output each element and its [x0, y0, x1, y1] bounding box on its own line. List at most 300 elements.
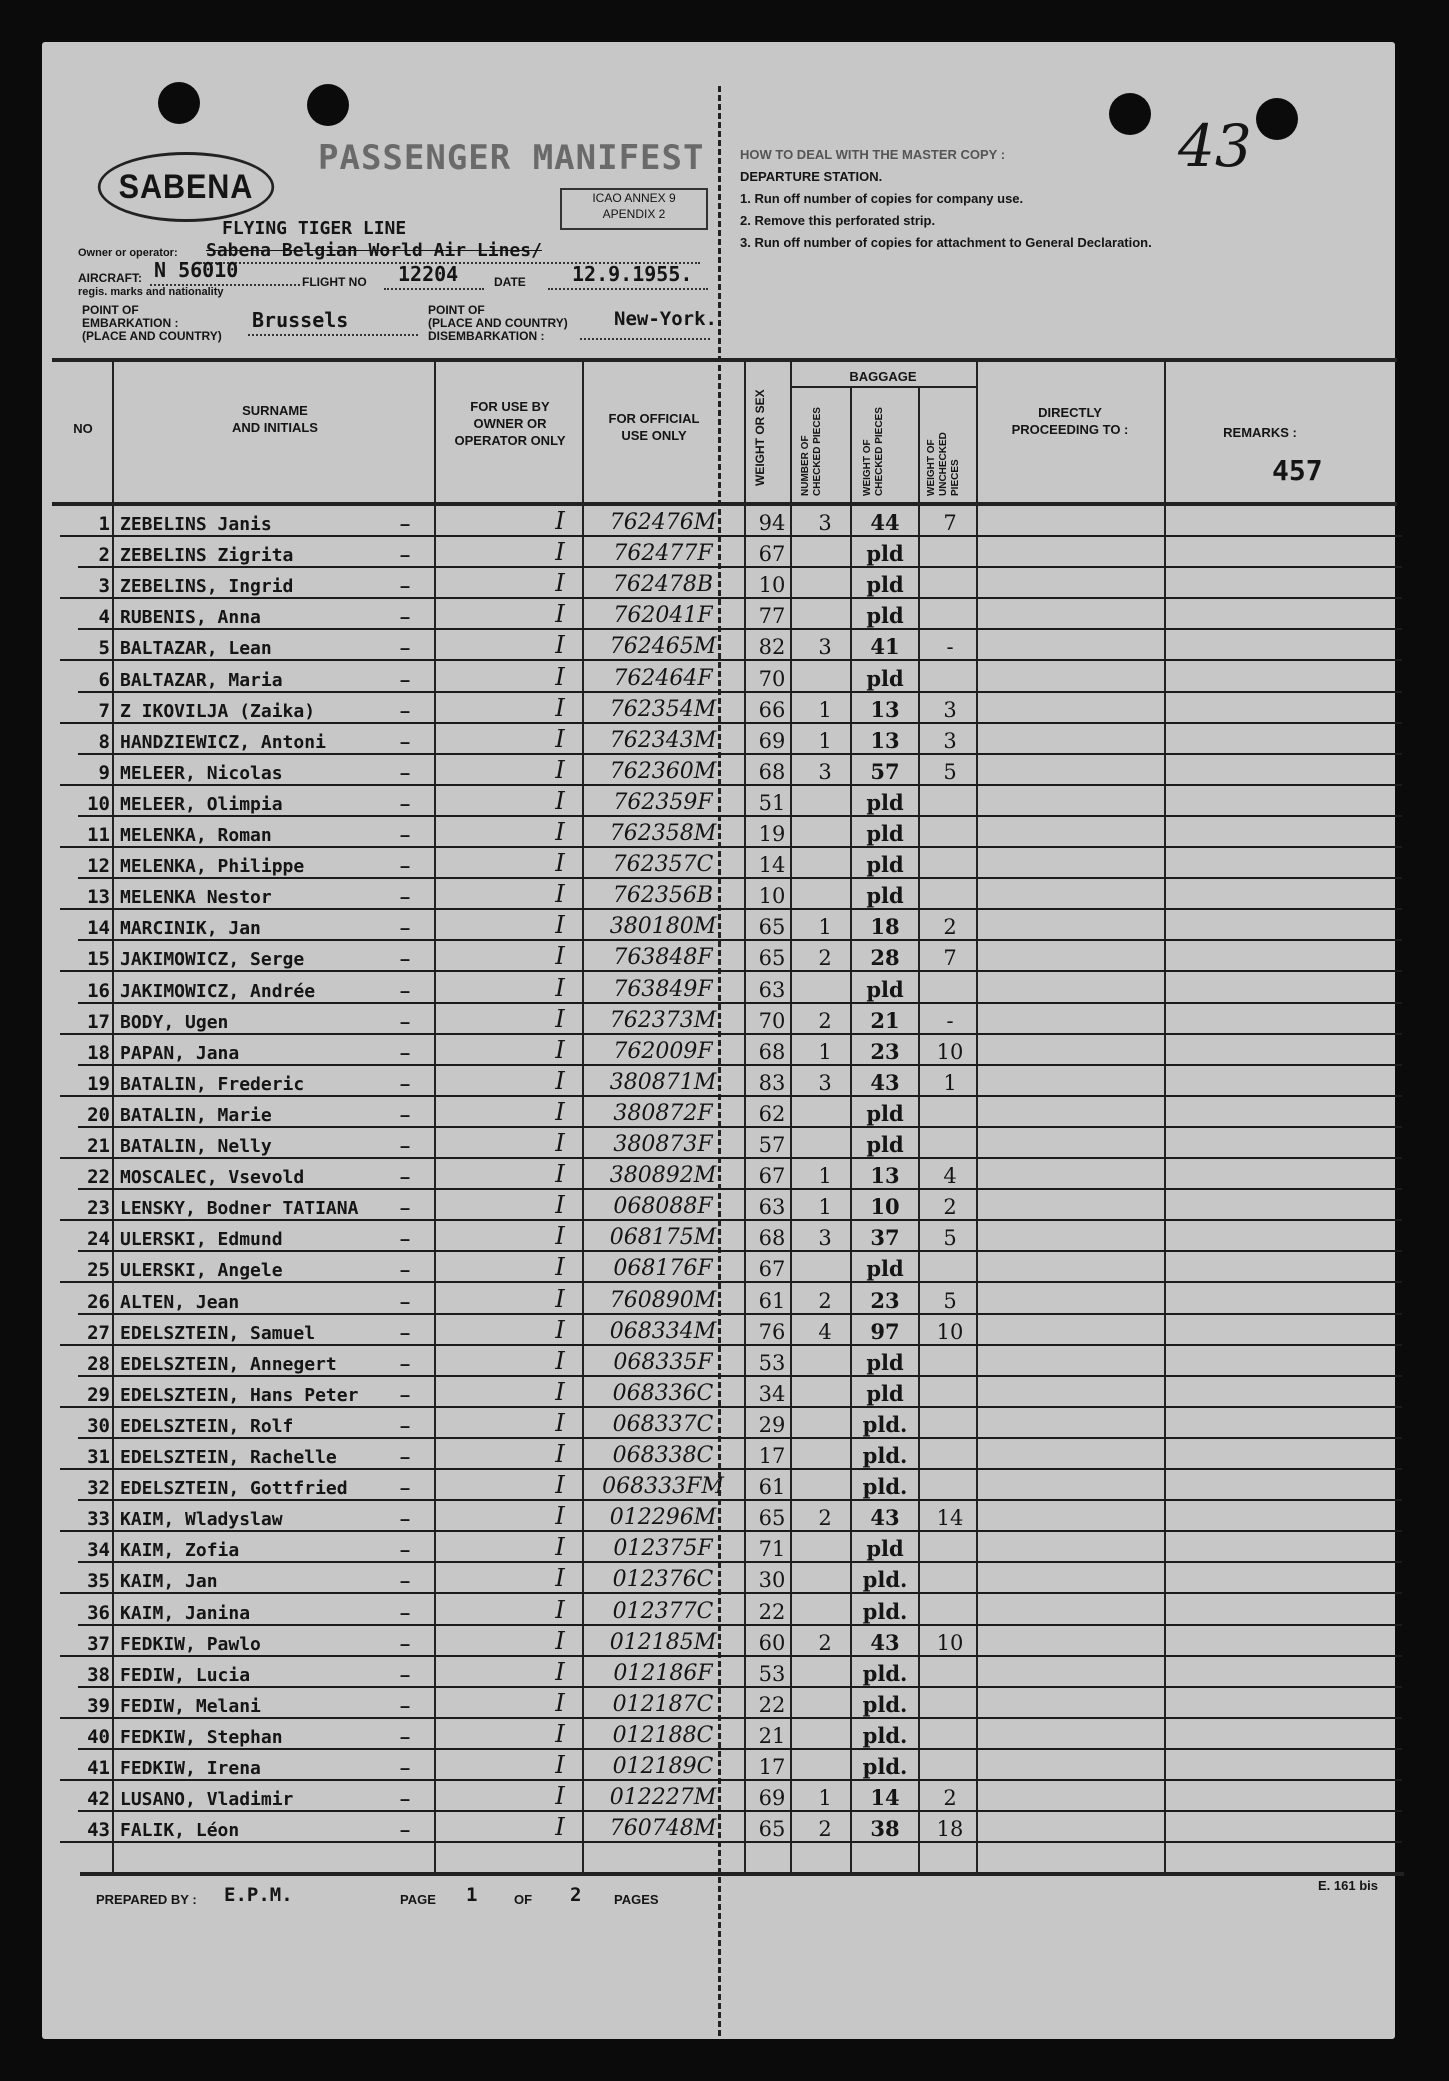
official-code: 762357C	[612, 852, 714, 878]
checked-weight: pld.	[862, 1567, 908, 1593]
official-code: 760890M	[609, 1287, 717, 1313]
official-code: 762465M	[609, 634, 717, 660]
weight-or-sex: 34	[758, 1381, 786, 1406]
passenger-name: KAIM, Janina	[120, 1602, 251, 1624]
col-header-surname: SURNAME AND INITIALS	[232, 403, 318, 435]
row-number: 29	[87, 1383, 110, 1406]
row-number: 34	[87, 1539, 110, 1562]
passenger-name: KAIM, Wladyslaw	[120, 1509, 283, 1531]
checked-weight: pld.	[862, 1411, 908, 1437]
official-code: 762360M	[609, 758, 717, 784]
row-number: 20	[87, 1103, 110, 1126]
unchecked-weight: 10	[936, 1039, 964, 1064]
remarks-number: 457	[1272, 454, 1323, 487]
table-row	[0, 755, 1449, 786]
official-code: 068336C	[612, 1380, 714, 1406]
official-code: 763848F	[613, 945, 713, 971]
unchecked-weight: -	[946, 1008, 954, 1033]
table-row	[0, 1159, 1449, 1190]
row-rule	[60, 1841, 1402, 1843]
official-code: 380871M	[609, 1069, 717, 1095]
checked-weight: pld	[866, 1132, 904, 1157]
table-row	[0, 1097, 1449, 1128]
passenger-name: BATALIN, Nelly	[120, 1136, 272, 1157]
passenger-name: JAKIMOWICZ, Serge	[120, 949, 305, 971]
passenger-name: MOSCALEC, Vsevold	[120, 1167, 305, 1189]
official-code: 012187C	[612, 1691, 714, 1717]
weight-or-sex: 70	[758, 666, 786, 691]
passenger-name: JAKIMOWICZ, Andrée	[120, 980, 316, 1002]
owner-mark: I	[555, 880, 565, 909]
table-row	[0, 1781, 1449, 1812]
checked-pieces: 2	[818, 1506, 832, 1531]
owner-mark: I	[555, 1284, 565, 1313]
checked-pieces: 2	[818, 1630, 832, 1655]
dash-mark: –	[400, 1726, 411, 1747]
table-row	[0, 1439, 1449, 1470]
row-number: 4	[98, 606, 110, 629]
operator-struck: Sabena Belgian World Air Lines/	[206, 240, 542, 261]
checked-weight: pld	[866, 603, 904, 629]
weight-or-sex: 19	[758, 822, 786, 846]
dash-mark: –	[400, 1415, 411, 1436]
unchecked-weight: -	[946, 635, 954, 660]
owner-mark: I	[555, 693, 565, 722]
icao-line-1: ICAO ANNEX 9	[592, 191, 676, 205]
instructions-step-2: 2. Remove this perforated strip.	[740, 213, 936, 228]
row-number: 6	[98, 668, 110, 691]
date-label: DATE	[494, 275, 526, 289]
dash-mark: –	[400, 576, 411, 597]
flight-label: FLIGHT NO	[302, 275, 367, 289]
embark-label-2: EMBARKATION :	[82, 316, 179, 330]
table-row	[0, 973, 1449, 1004]
instructions-title: HOW TO DEAL WITH THE MASTER COPY :	[740, 147, 1006, 162]
page-label: PAGE	[400, 1892, 436, 1907]
row-number: 10	[87, 792, 110, 815]
disembark-label-3: DISEMBARKATION :	[428, 329, 545, 343]
checked-weight: 44	[870, 510, 900, 535]
operator-typed: FLYING TIGER LINE	[222, 218, 407, 239]
dash-mark: –	[400, 1384, 411, 1405]
checked-pieces: 1	[818, 1195, 832, 1220]
checked-weight: pld	[866, 821, 904, 846]
checked-pieces: 1	[818, 728, 832, 753]
checked-weight: pld	[866, 976, 904, 1002]
disembark-label-2: (PLACE AND COUNTRY)	[428, 316, 568, 330]
owner-mark: I	[555, 942, 565, 971]
owner-mark: I	[555, 1533, 565, 1562]
dash-mark: –	[400, 1478, 411, 1499]
weight-or-sex: 10	[758, 573, 786, 598]
passenger-name: MELEER, Nicolas	[120, 762, 283, 784]
col-header-baggage: BAGGAGE	[849, 369, 917, 384]
passenger-name: EDELSZTEIN, Annegert	[120, 1353, 337, 1375]
sabena-logo: SABENA	[98, 152, 274, 222]
instructions-station: DEPARTURE STATION.	[740, 169, 883, 184]
official-code: 068333FM	[602, 1474, 724, 1500]
owner-mark: I	[555, 849, 565, 878]
weight-or-sex: 14	[758, 853, 786, 878]
weight-or-sex: 70	[758, 1008, 786, 1033]
row-number: 30	[87, 1414, 110, 1437]
table-row	[0, 1315, 1449, 1346]
row-number: 41	[87, 1757, 110, 1779]
owner-mark: I	[555, 1471, 565, 1500]
dash-mark: –	[400, 1758, 411, 1778]
passenger-name: KAIM, Zofia	[120, 1540, 240, 1562]
table-row	[0, 1190, 1449, 1221]
dash-mark: –	[400, 1789, 411, 1810]
row-number: 28	[87, 1352, 110, 1375]
unchecked-weight: 7	[943, 511, 957, 535]
master-copy-instructions	[740, 144, 1152, 254]
embark-value: Brussels	[252, 308, 349, 332]
table-row	[0, 910, 1449, 941]
unchecked-weight: 5	[943, 1226, 957, 1251]
unchecked-weight: 18	[936, 1817, 964, 1842]
row-number: 32	[87, 1477, 110, 1500]
checked-pieces: 3	[818, 1226, 832, 1251]
weight-or-sex: 67	[758, 542, 786, 567]
dash-mark: –	[400, 1073, 411, 1094]
owner-mark: I	[555, 1502, 565, 1531]
weight-or-sex: 17	[758, 1444, 786, 1468]
weight-or-sex: 82	[758, 635, 786, 660]
official-code: 763849F	[613, 976, 713, 1002]
row-number: 3	[98, 575, 110, 598]
checked-weight: pld	[866, 1256, 904, 1282]
passenger-name: BALTAZAR, Maria	[120, 669, 283, 691]
dash-mark: –	[400, 1633, 411, 1654]
checked-weight: 21	[870, 1007, 900, 1033]
owner-mark: I	[555, 1688, 565, 1717]
table-row	[0, 848, 1449, 879]
official-code: 068088F	[613, 1194, 713, 1220]
embark-label-1: POINT OF	[82, 303, 139, 317]
row-number: 33	[87, 1508, 110, 1531]
checked-weight: pld.	[862, 1754, 908, 1779]
dash-mark: –	[400, 545, 411, 566]
table-row	[0, 1284, 1449, 1315]
dash-mark: –	[400, 887, 411, 908]
instructions-step-3: 3. Run off number of copies for attachment to General Declaration.	[740, 235, 1152, 250]
official-code: 380872F	[613, 1100, 713, 1126]
checked-weight: pld	[866, 1100, 904, 1126]
dash-mark: –	[400, 607, 411, 628]
passenger-name: ZEBELINS Janis	[120, 514, 272, 535]
row-number: 23	[87, 1197, 110, 1220]
owner-mark: I	[555, 1129, 565, 1157]
dash-mark: –	[400, 1167, 411, 1188]
unchecked-weight: 3	[943, 697, 957, 722]
checked-weight: pld	[866, 541, 904, 567]
passenger-name: BATALIN, Frederic	[120, 1073, 305, 1095]
table-row	[0, 568, 1449, 599]
passenger-name: LUSANO, Vladimir	[120, 1789, 294, 1811]
punch-hole	[1256, 98, 1298, 140]
checked-weight: pld	[866, 852, 904, 878]
table-row	[0, 1750, 1449, 1781]
checked-weight: pld.	[862, 1443, 908, 1468]
table-row	[0, 630, 1449, 661]
table-row	[0, 1004, 1449, 1035]
checked-weight: pld.	[862, 1691, 908, 1717]
owner-mark: I	[555, 538, 565, 567]
flight-value: 12204	[398, 262, 459, 286]
table-row	[0, 786, 1449, 817]
table-row	[0, 1719, 1449, 1750]
owner-mark: I	[555, 1408, 565, 1437]
embark-label-3: (PLACE AND COUNTRY)	[82, 329, 222, 343]
weight-or-sex: 76	[758, 1319, 786, 1344]
table-row	[0, 1657, 1449, 1688]
passenger-name: RUBENIS, Anna	[120, 607, 261, 629]
prepared-label: PREPARED BY :	[96, 1892, 197, 1907]
page-value: 1	[466, 1884, 478, 1906]
handwritten-corner-number: 43	[1178, 112, 1252, 180]
row-number: 43	[87, 1819, 110, 1842]
col-header-unchecked-weight: WEIGHT OF UNCHECKED PIECES	[926, 432, 961, 496]
table-row	[0, 506, 1449, 537]
table-row	[0, 1501, 1449, 1532]
owner-mark: I	[555, 724, 565, 753]
table-row	[0, 879, 1449, 910]
dash-mark: –	[400, 1011, 411, 1032]
passenger-name: BATALIN, Marie	[120, 1104, 272, 1126]
table-row	[0, 599, 1449, 630]
owner-mark: I	[555, 1222, 565, 1251]
owner-mark: I	[555, 1315, 565, 1344]
row-number: 9	[98, 761, 110, 784]
owner-mark: I	[555, 1160, 565, 1189]
col-header-owner: FOR USE BY OWNER OR OPERATOR ONLY	[454, 399, 566, 448]
passenger-name: FALIK, Léon	[120, 1820, 240, 1842]
row-number: 8	[98, 730, 110, 753]
operator-label: Owner or operator:	[78, 247, 178, 259]
weight-or-sex: 22	[758, 1692, 786, 1717]
passenger-name: FEDKIW, Irena	[120, 1758, 261, 1779]
dash-mark: –	[400, 1664, 411, 1685]
col-header-weight: WEIGHT OR SEX	[753, 389, 767, 486]
weight-or-sex: 17	[758, 1755, 786, 1779]
row-number: 13	[87, 886, 110, 909]
table-row	[0, 817, 1449, 848]
row-number: 19	[87, 1072, 110, 1095]
checked-pieces: 2	[818, 1817, 832, 1842]
dash-mark: –	[400, 949, 411, 970]
owner-mark: I	[555, 1253, 565, 1282]
passenger-name: MELENKA, Philippe	[120, 856, 305, 878]
dash-mark: –	[400, 1322, 411, 1343]
date-value: 12.9.1955.	[572, 262, 693, 286]
official-code: 068176F	[613, 1256, 713, 1282]
owner-mark: I	[555, 662, 565, 691]
dash-mark: –	[400, 1229, 411, 1250]
passenger-name: FEDIW, Melani	[120, 1695, 261, 1717]
table-bottom-rule	[80, 1872, 1404, 1876]
owner-mark: I	[555, 1066, 565, 1095]
official-code: 762354M	[609, 696, 717, 722]
official-code: 762477F	[613, 541, 713, 567]
checked-weight: pld	[866, 1380, 904, 1406]
row-number: 18	[87, 1041, 110, 1064]
passenger-name: MELENKA Nestor	[120, 887, 272, 909]
row-number: 22	[87, 1166, 110, 1189]
checked-weight: pld	[866, 1349, 904, 1375]
dash-mark: –	[400, 1136, 411, 1156]
official-code: 762359F	[613, 789, 713, 815]
row-number: 36	[87, 1601, 110, 1624]
row-number: 25	[87, 1259, 110, 1282]
owner-mark: I	[555, 1751, 565, 1779]
checked-weight: 57	[870, 758, 900, 784]
weight-or-sex: 83	[758, 1070, 786, 1095]
checked-weight: 14	[870, 1785, 900, 1811]
official-code: 068335F	[613, 1349, 713, 1375]
passenger-name: EDELSZTEIN, Rolf	[120, 1415, 294, 1437]
official-code: 762009F	[613, 1038, 713, 1064]
checked-pieces: 1	[818, 1164, 832, 1189]
dash-mark: –	[400, 669, 411, 690]
weight-or-sex: 68	[758, 1226, 786, 1251]
owner-mark: I	[555, 1719, 565, 1748]
dash-mark: –	[400, 1540, 411, 1561]
dash-mark: –	[400, 793, 411, 814]
official-code: 012227M	[609, 1785, 717, 1811]
weight-or-sex: 30	[758, 1568, 786, 1593]
passenger-name: FEDKIW, Stephan	[120, 1726, 283, 1748]
col-header-no: NO	[73, 421, 93, 436]
table-row	[0, 1563, 1449, 1594]
row-number: 39	[87, 1694, 110, 1717]
checked-weight: pld.	[862, 1598, 908, 1624]
table-row	[0, 1252, 1449, 1283]
row-number: 2	[98, 544, 110, 567]
table-row	[0, 1221, 1449, 1252]
checked-pieces: 2	[818, 946, 832, 971]
official-code: 068337C	[612, 1411, 714, 1437]
checked-pieces: 1	[818, 697, 832, 722]
unchecked-weight: 4	[943, 1164, 957, 1189]
table-row	[0, 1470, 1449, 1501]
weight-or-sex: 68	[758, 759, 786, 784]
disembark-value: New-York.	[614, 308, 717, 330]
row-number: 1	[98, 513, 110, 535]
punch-hole	[158, 82, 200, 124]
dash-mark: –	[400, 856, 411, 877]
weight-or-sex: 53	[758, 1661, 786, 1686]
weight-or-sex: 65	[758, 1506, 786, 1531]
weight-or-sex: 61	[758, 1288, 786, 1313]
dash-mark: –	[400, 918, 411, 939]
owner-mark: I	[555, 1626, 565, 1655]
passenger-name: BALTAZAR, Lean	[120, 638, 272, 660]
official-code: 760748M	[609, 1816, 717, 1842]
row-number: 5	[98, 637, 110, 660]
owner-mark: I	[555, 600, 565, 629]
checked-pieces: 3	[818, 511, 832, 535]
passenger-name: ULERSKI, Angele	[120, 1260, 283, 1282]
owner-mark: I	[555, 1191, 565, 1220]
passenger-name: MARCINIK, Jan	[120, 918, 261, 940]
table-row	[0, 1595, 1449, 1626]
weight-or-sex: 57	[758, 1133, 786, 1157]
weight-or-sex: 29	[758, 1412, 786, 1437]
official-code: 012186F	[613, 1660, 713, 1686]
row-number: 17	[87, 1010, 110, 1033]
checked-pieces: 1	[818, 915, 832, 940]
of-label: OF	[514, 1892, 533, 1907]
official-code: 762358M	[609, 821, 717, 846]
weight-or-sex: 53	[758, 1350, 786, 1375]
official-code: 762343M	[609, 727, 717, 753]
weight-or-sex: 65	[758, 1817, 786, 1842]
official-code: 762478B	[612, 572, 714, 598]
weight-or-sex: 63	[758, 977, 786, 1002]
dash-mark: –	[400, 1695, 411, 1716]
row-number: 24	[87, 1228, 110, 1251]
owner-mark: I	[555, 818, 565, 846]
baggage-header-rule	[790, 386, 976, 388]
official-code: 380180M	[609, 914, 717, 940]
checked-weight: 13	[870, 727, 900, 753]
checked-weight: 41	[870, 634, 900, 660]
unchecked-weight: 1	[943, 1070, 957, 1095]
row-number: 11	[87, 824, 110, 846]
dash-mark: –	[400, 1104, 411, 1125]
dash-mark: –	[400, 731, 411, 752]
unchecked-weight: 2	[943, 1786, 957, 1811]
owner-mark: I	[555, 911, 565, 940]
checked-weight: 37	[870, 1225, 900, 1251]
col-header-proceeding: DIRECTLY PROCEEDING TO :	[1011, 405, 1129, 437]
passenger-name: ZEBELINS, Ingrid	[120, 576, 294, 598]
table-row	[0, 1035, 1449, 1066]
checked-weight: 13	[870, 696, 900, 722]
weight-or-sex: 22	[758, 1599, 786, 1624]
table-row	[0, 537, 1449, 568]
owner-mark: I	[555, 1004, 565, 1033]
passenger-name: ALTEN, Jean	[120, 1291, 240, 1313]
row-number: 35	[87, 1570, 110, 1593]
row-number: 7	[98, 699, 110, 722]
manifest-title: PASSENGER MANIFEST	[318, 138, 705, 178]
col-header-official: FOR OFFICIAL USE ONLY	[608, 411, 700, 443]
dash-mark: –	[400, 1447, 411, 1467]
dash-mark: –	[400, 980, 411, 1001]
unchecked-weight: 2	[943, 915, 957, 940]
weight-or-sex: 63	[758, 1195, 786, 1220]
checked-pieces: 3	[818, 635, 832, 660]
passenger-name: FEDKIW, Pawlo	[120, 1633, 261, 1655]
passenger-name: LENSKY, Bodner TATIANA	[120, 1198, 359, 1220]
owner-mark: I	[555, 507, 565, 535]
pages-label: PAGES	[614, 1892, 659, 1907]
checked-weight: 10	[870, 1194, 900, 1220]
checked-weight: 13	[870, 1163, 900, 1189]
owner-mark: I	[555, 1035, 565, 1064]
checked-pieces: 3	[818, 1070, 832, 1095]
official-code: 012376C	[612, 1567, 714, 1593]
owner-mark: I	[555, 755, 565, 784]
official-code: 380892M	[609, 1163, 717, 1189]
passenger-name: ZEBELINS Zigrita	[120, 545, 294, 567]
col-header-remarks: REMARKS :	[1223, 425, 1297, 440]
official-code: 068338C	[612, 1443, 714, 1468]
prepared-value: E.P.M.	[224, 1884, 293, 1906]
passenger-name: EDELSZTEIN, Gottfried	[120, 1478, 348, 1500]
